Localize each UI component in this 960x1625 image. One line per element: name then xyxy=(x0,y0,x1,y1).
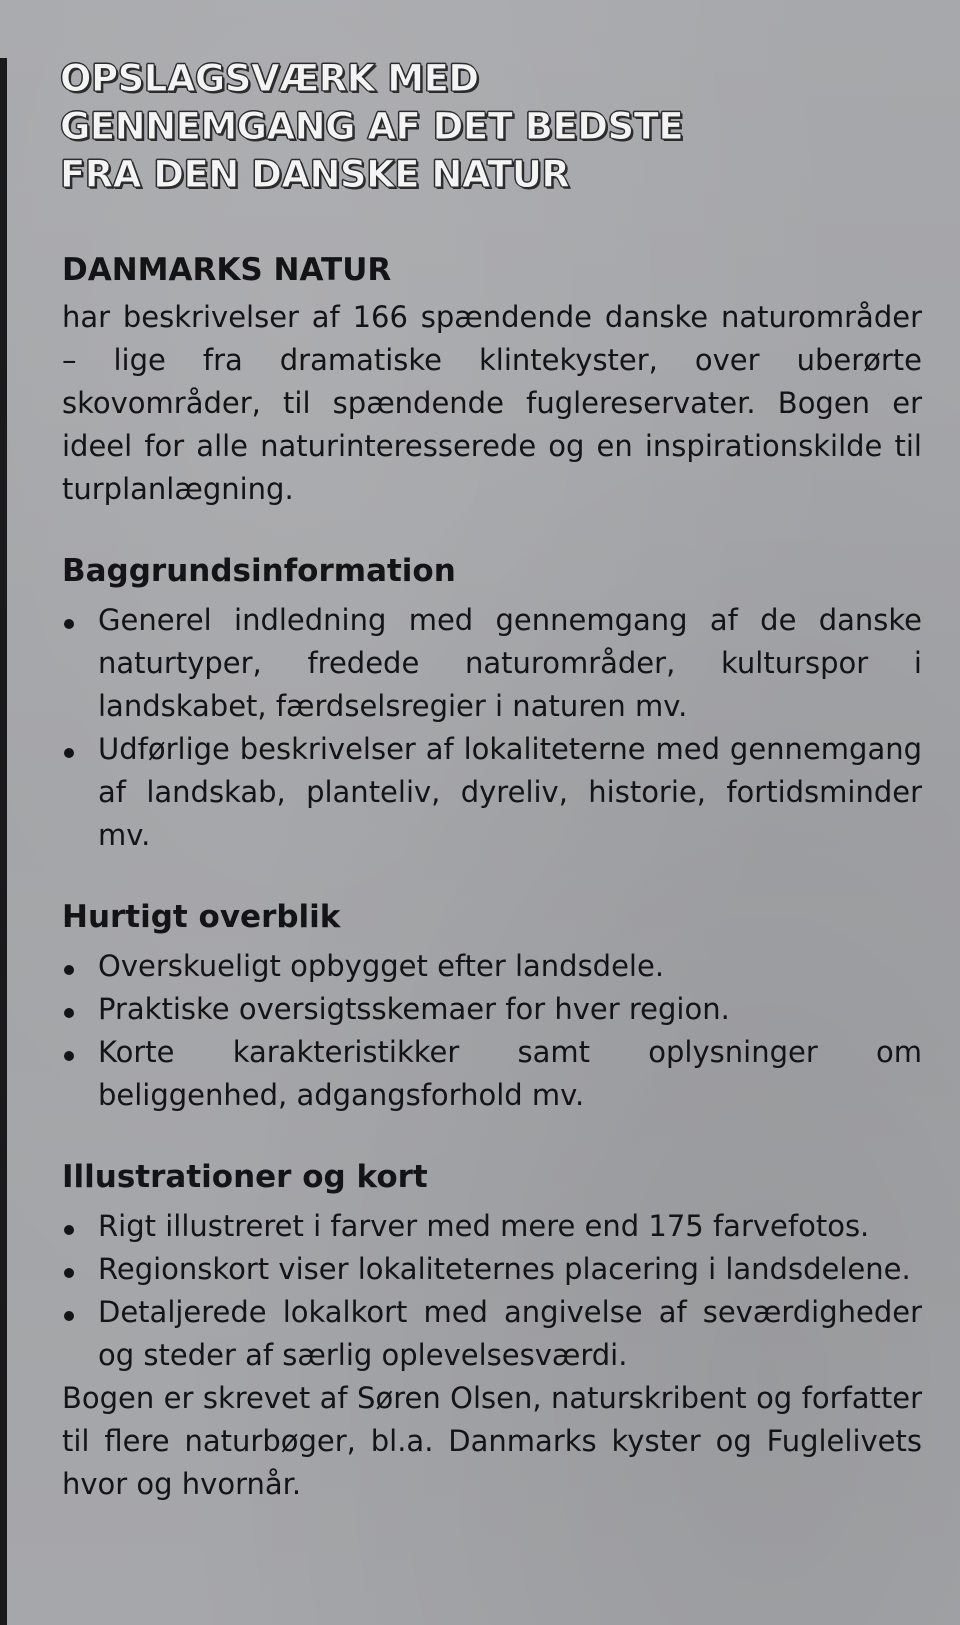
bullet-text: Overskueligt opbygget efter landsdele. xyxy=(98,949,665,983)
bullet-text: Rigt illustreret i farver med mere end 175 farvefotos. xyxy=(98,1209,870,1243)
bullet-dot-icon xyxy=(64,1051,74,1061)
section-title: Hurtigt overblik xyxy=(62,899,341,935)
bullet-item xyxy=(62,599,922,728)
bullet-item xyxy=(62,1031,922,1117)
spine-edge xyxy=(0,58,7,1625)
blurb xyxy=(62,250,922,1506)
bullet-list xyxy=(62,599,922,857)
bullet-item xyxy=(62,988,922,1031)
bullet-dot-icon xyxy=(64,1311,74,1321)
bullet-item xyxy=(62,945,922,988)
bullet-list xyxy=(62,1205,922,1377)
intro-paragraph: har beskrivelser af 166 spændende danske naturområder – lige fra dramatiske klintekyster, over uberørte skovområder, til spændende fuglereservater. Bogen er ideel for alle naturinteresserede og en inspirationskilde til turplanlægning. xyxy=(62,300,922,506)
headline xyxy=(60,55,683,199)
bullet-text: Regionskort viser lokaliteternes placering i landsdelene. xyxy=(98,1252,911,1286)
bullet-dot-icon xyxy=(64,748,74,758)
bullet-item xyxy=(62,1248,922,1291)
bullet-item xyxy=(62,1291,922,1377)
headline-line-2: GENNEMGANG AF DET BEDSTE xyxy=(60,105,684,148)
book-title: DANMARKS NATUR xyxy=(62,252,392,288)
bullet-text: Detaljerede lokalkort med angivelse af seværdigheder og steder af særlig oplevelsesværdi. xyxy=(98,1295,922,1372)
section-title: Illustrationer og kort xyxy=(62,1159,428,1195)
bullet-dot-icon xyxy=(64,965,74,975)
bullet-dot-icon xyxy=(64,619,74,629)
bullet-dot-icon xyxy=(64,1268,74,1278)
section-illustrationer-og-kort xyxy=(62,1157,922,1377)
section-title: Baggrundsinformation xyxy=(62,553,456,589)
section-hurtigt-overblik xyxy=(62,897,922,1117)
bullet-text: Korte karakteristikker samt oplysninger om beliggenhed, adgangsforhold mv. xyxy=(98,1035,922,1112)
bullet-text: Generel indledning med gennemgang af de danske naturtyper, fredede naturområder, kulturspor i landskabet, færdselsregier i naturen mv. xyxy=(98,603,922,723)
bullet-dot-icon xyxy=(64,1008,74,1018)
bullet-text: Praktiske oversigtsskemaer for hver region. xyxy=(98,992,730,1026)
headline-line-1: OPSLAGSVÆRK MED xyxy=(60,57,479,100)
bullet-item xyxy=(62,728,922,857)
section-baggrundsinformation xyxy=(62,551,922,857)
author-paragraph: Bogen er skrevet af Søren Olsen, naturskribent og forfatter til flere naturbøger, bl.a. Danmarks kyster og Fuglelivets hvor og hvornår. xyxy=(62,1381,922,1501)
bullet-item xyxy=(62,1205,922,1248)
bullet-dot-icon xyxy=(64,1225,74,1235)
bullet-list xyxy=(62,945,922,1117)
headline-line-3: FRA DEN DANSKE NATUR xyxy=(60,153,570,196)
bullet-text: Udførlige beskrivelser af lokaliteterne med gennemgang af landskab, planteliv, dyreliv, historie, fortidsminder mv. xyxy=(98,732,922,852)
